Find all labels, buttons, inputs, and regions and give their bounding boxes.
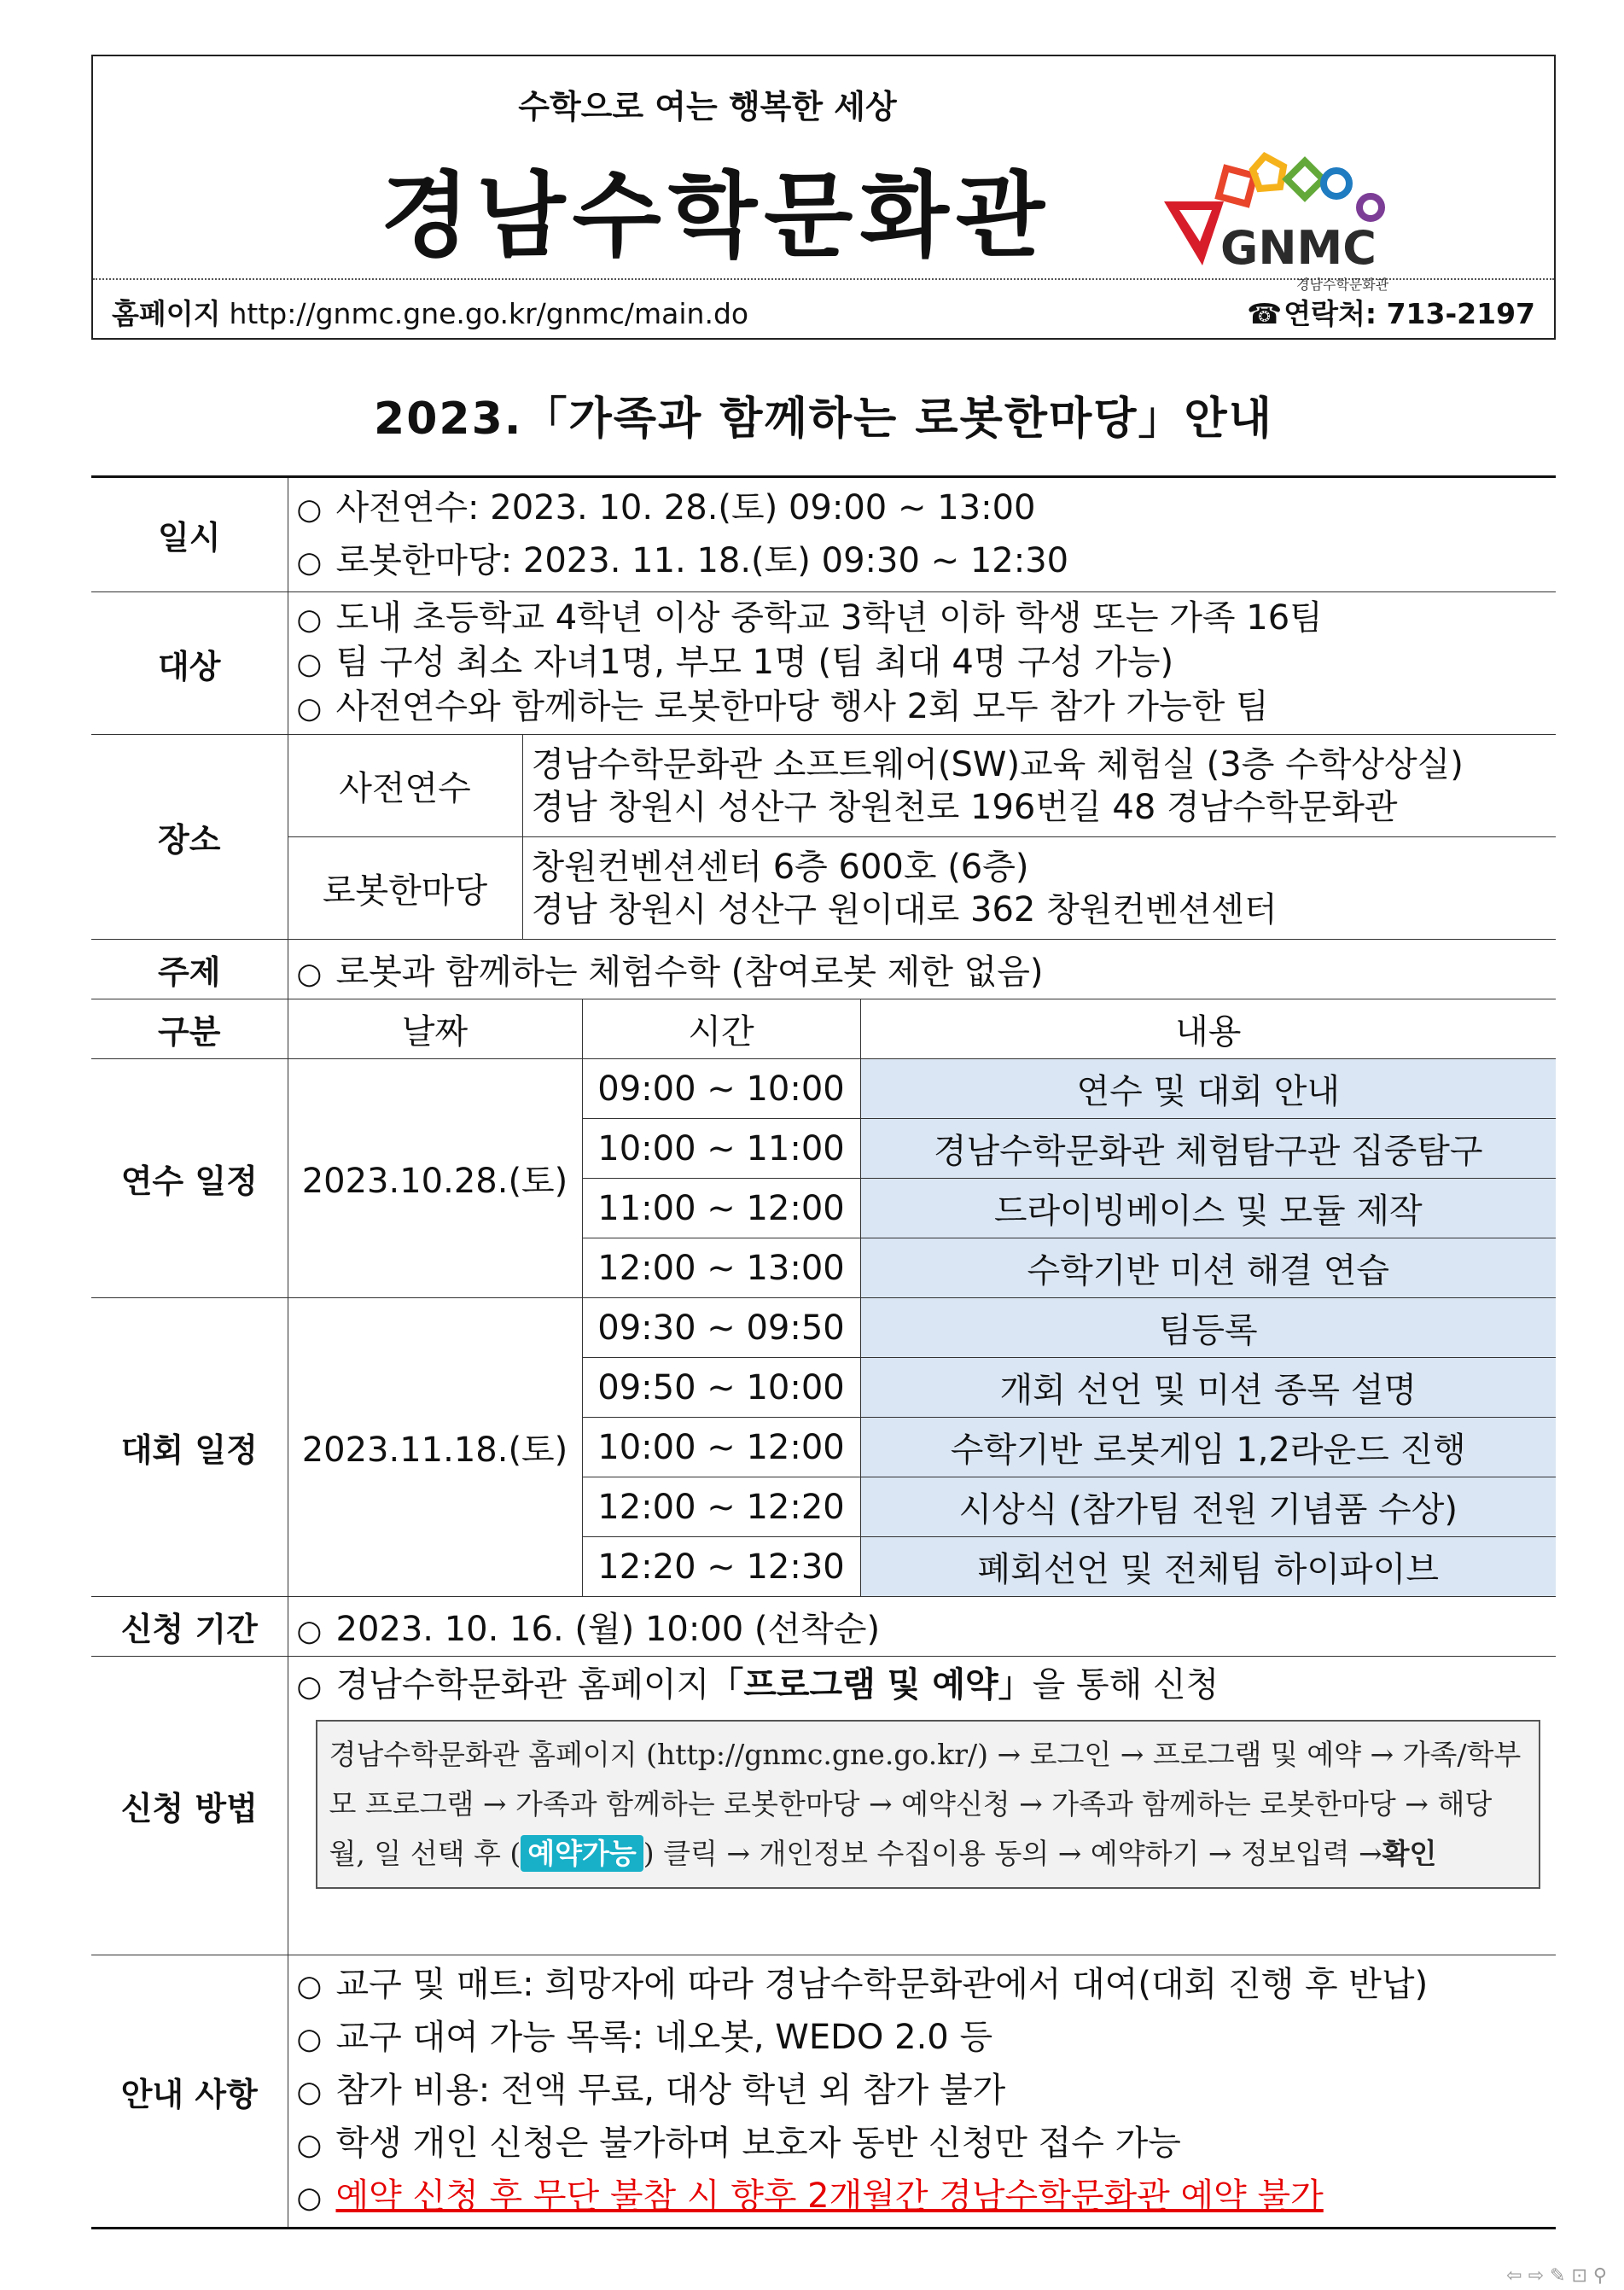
reserve-available-button[interactable]: 예약가능 (521, 1835, 643, 1872)
datetime-item: ○ 로봇한마당: 2023. 11. 18.(토) 09:30 ~ 12:30 (296, 540, 1069, 580)
header-box (91, 55, 1556, 340)
contest-content: 수학기반 로봇게임 1,2라운드 진행 (860, 1418, 1556, 1477)
contest-time: 09:50 ~ 10:00 (582, 1358, 860, 1418)
confirm-label: 확인 (1382, 1837, 1437, 1870)
target-content (288, 592, 1556, 735)
datetime-item: ○ 사전연수: 2023. 10. 28.(토) 09:00 ~ 13:00 (296, 487, 1036, 527)
homepage-url[interactable]: http://gnmc.gne.go.kr/gnmc/main.do (229, 297, 749, 330)
target-item: ○ 도내 초등학교 4학년 이상 중학교 3학년 이하 학생 또는 가족 16팀 (296, 598, 1323, 638)
homepage-info (112, 292, 748, 332)
notice-warning: ○ 예약 신청 후 무단 불참 시 향후 2개월간 경남수학문화관 예약 불가 (296, 2176, 1324, 2216)
prev-icon[interactable]: ⇦ (1506, 2265, 1522, 2287)
contest-time: 10:00 ~ 12:00 (582, 1418, 860, 1477)
contest-time: 12:20 ~ 12:30 (582, 1537, 860, 1597)
contact-number: 713-2197 (1386, 297, 1535, 330)
row-apply-method (91, 1657, 1556, 1955)
theme-content: ○ 로봇과 함께하는 체험수학 (참여로봇 제한 없음) (288, 940, 1556, 999)
next-icon[interactable]: ⇨ (1528, 2265, 1544, 2287)
label-contest: 대회 일정 (91, 1298, 288, 1597)
fit-icon[interactable]: ⊡ (1571, 2265, 1587, 2287)
label-notice: 안내 사항 (91, 1955, 288, 2229)
row-schedule-header (91, 999, 1556, 1059)
row-datetime (91, 477, 1556, 592)
pen-icon[interactable]: ✎ (1550, 2265, 1566, 2287)
row-place-main (91, 837, 1556, 940)
label-theme: 주제 (91, 940, 288, 999)
training-row (91, 1059, 1556, 1119)
training-content: 드라이빙베이스 및 모듈 제작 (860, 1179, 1556, 1238)
contest-content: 팀등록 (860, 1298, 1556, 1358)
place-pre-line: 경남수학문화관 소프트웨어(SW)교육 체험실 (3층 수학상상실) (531, 744, 1464, 784)
contest-content: 개회 선언 및 미션 종목 설명 (860, 1358, 1556, 1418)
apply-procedure-box: 경남수학문화관 홈페이지 (http://gnmc.gne.go.kr/) → 로그인 → 프로그램 및 예약 → 가족/학부모 프로그램 → 가족과 함께하는 로봇한마당 → 예약신청 → 가족과 함께하는 로봇한마당 → 해당 월, 일 선택 후 ( 예약가능 ) 클릭 → 개인정보 수집이용 동의 → 예약하기 → 정보입력 →확인 (316, 1720, 1541, 1889)
training-content: 수학기반 미션 해결 연습 (860, 1238, 1556, 1298)
row-notice (91, 1955, 1556, 2229)
training-time: 12:00 ~ 13:00 (582, 1238, 860, 1298)
target-item: ○ 팀 구성 최소 자녀1명, 부모 1명 (팀 최대 4명 구성 가능) (296, 643, 1174, 682)
row-target (91, 592, 1556, 735)
training-time: 11:00 ~ 12:00 (582, 1179, 860, 1238)
training-time: 09:00 ~ 10:00 (582, 1059, 860, 1119)
training-date: 2023.10.28.(토) (288, 1059, 582, 1298)
row-apply-period (91, 1597, 1556, 1657)
place-pre-label: 사전연수 (288, 735, 522, 837)
apply-method-intro: ○ 경남수학문화관 홈페이지「프로그램 및 예약」을 통해 신청 (296, 1665, 1219, 1704)
label-datetime: 일시 (91, 477, 288, 592)
apply-period-content: ○ 2023. 10. 16. (월) 10:00 (선착순) (288, 1597, 1556, 1657)
notice-item: ○ 교구 대여 가능 목록: 네오봇, WEDO 2.0 등 (296, 2018, 993, 2057)
apply-method-content (288, 1657, 1556, 1955)
header-subtitle: 수학으로 여는 행복한 세상 (518, 88, 897, 125)
training-content: 연수 및 대회 안내 (860, 1059, 1556, 1119)
label-place: 장소 (91, 735, 288, 940)
contest-row (91, 1298, 1556, 1358)
header-date: 날짜 (288, 999, 582, 1059)
label-section: 구분 (91, 999, 288, 1059)
contest-date: 2023.11.18.(토) (288, 1298, 582, 1597)
target-item: ○ 사전연수와 함께하는 로봇한마당 행사 2회 모두 참가 가능한 팀 (296, 687, 1269, 726)
contact-label: 연락처: (1283, 297, 1377, 330)
header-title: 경남수학문화관 (380, 163, 1052, 270)
header-time: 시간 (582, 999, 860, 1059)
info-table (91, 475, 1556, 2229)
notice-content (288, 1955, 1556, 2229)
label-training: 연수 일정 (91, 1059, 288, 1298)
header-content: 내용 (860, 999, 1556, 1059)
label-target: 대상 (91, 592, 288, 735)
place-pre-content (522, 735, 1556, 837)
notice-item: ○ 교구 및 매트: 희망자에 따라 경남수학문화관에서 대여(대회 진행 후 반납) (296, 1965, 1429, 2004)
logo-text: GNMC (1220, 221, 1377, 275)
viewer-toolbar (1506, 2265, 1607, 2287)
place-pre-line: 경남 창원시 성산구 창원천로 196번길 48 경남수학문화관 (531, 787, 1398, 827)
datetime-content (288, 477, 1556, 592)
contest-content: 폐회선언 및 전체팀 하이파이브 (860, 1537, 1556, 1597)
contest-time: 09:30 ~ 09:50 (582, 1298, 860, 1358)
document-title: 2023.「가족과 함께하는 로봇한마당」안내 (374, 393, 1273, 445)
place-main-label: 로봇한마당 (288, 837, 522, 940)
phone-icon: ☎ (1247, 297, 1283, 330)
gnmc-logo-icon (1155, 146, 1412, 300)
training-time: 10:00 ~ 11:00 (582, 1119, 860, 1179)
logo-caption: 경남수학문화관 (1296, 277, 1389, 293)
zoom-icon[interactable]: ⚲ (1592, 2265, 1607, 2287)
contest-time: 12:00 ~ 12:20 (582, 1477, 860, 1537)
training-content: 경남수학문화관 체험탐구관 집중탐구 (860, 1119, 1556, 1179)
label-apply-period: 신청 기간 (91, 1597, 288, 1657)
place-main-line: 경남 창원시 성산구 원이대로 362 창원컨벤션센터 (531, 889, 1278, 929)
contest-content: 시상식 (참가팀 전원 기념품 수상) (860, 1477, 1556, 1537)
place-main-content (522, 837, 1556, 940)
homepage-label: 홈페이지 (112, 297, 221, 330)
row-theme (91, 940, 1556, 999)
label-apply-method: 신청 방법 (91, 1657, 288, 1955)
row-place-pre (91, 735, 1556, 837)
place-main-line: 창원컨벤션센터 6층 600호 (6층) (531, 847, 1029, 887)
notice-item: ○ 참가 비용: 전액 무료, 대상 학년 외 참가 불가 (296, 2071, 1006, 2110)
notice-item: ○ 학생 개인 신청은 불가하며 보호자 동반 신청만 접수 가능 (296, 2124, 1181, 2163)
